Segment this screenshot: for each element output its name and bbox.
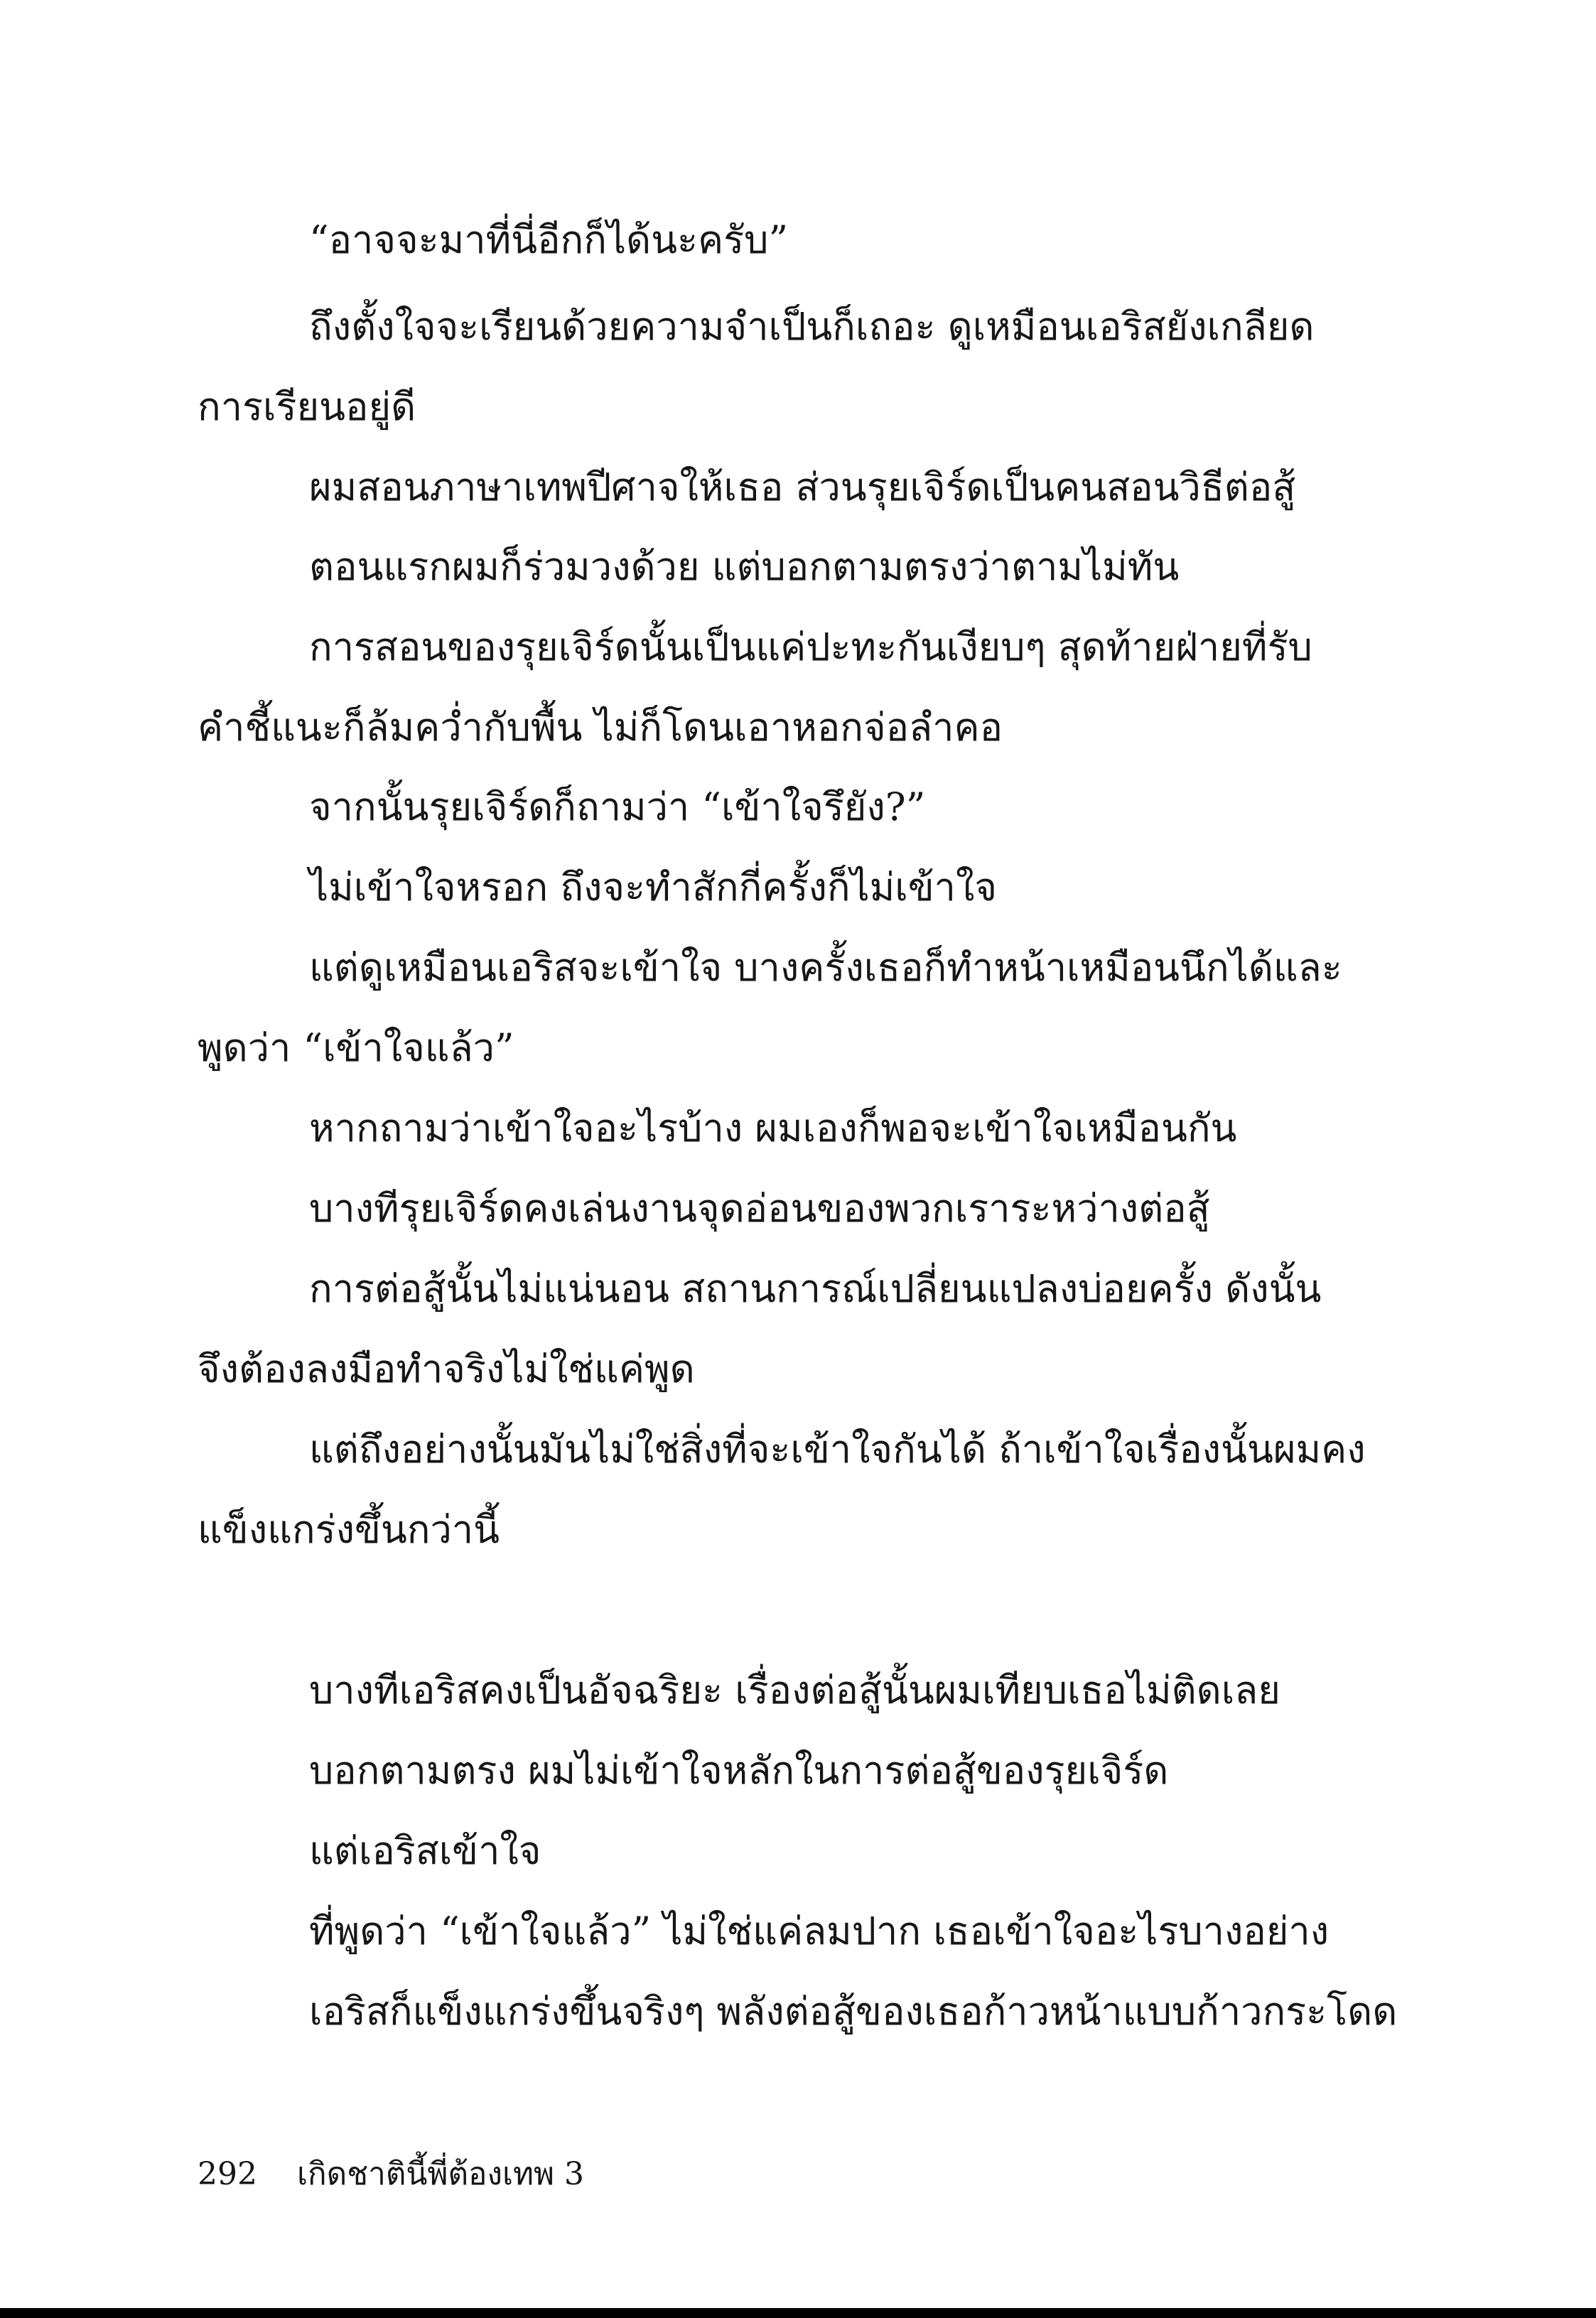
paragraph-line: การเรียนอยู่ดี [198, 384, 416, 429]
bottom-edge-bar [0, 2308, 1596, 2318]
paragraph-line: “อาจจะมาที่นี่อีกก็ได้นะครับ” [309, 217, 789, 262]
paragraph-line: บางทีรุยเจิร์ดคงเล่นงานจุดอ่อนของพวกเราระหว่างต่อสู้ [309, 1186, 1210, 1231]
paragraph-line: คำชี้แนะก็ล้มคว่ำกับพื้น ไม่ก็โดนเอาหอกจ่อลำคอ [198, 705, 1003, 750]
paragraph-line: แต่เอริสเข้าใจ [309, 1828, 541, 1873]
paragraph-line: ตอนแรกผมก็ร่วมวงด้วย แต่บอกตามตรงว่าตามไม่ทัน [309, 544, 1180, 589]
page-footer [198, 2153, 584, 2196]
book-title: เกิดชาตินี้พี่ต้องเทพ 3 [297, 2156, 584, 2192]
paragraph-line: การสอนของรุยเจิร์ดนั้นเป็นแค่ปะทะกันเงียบๆ สุดท้ายฝ่ายที่รับ [309, 625, 1312, 669]
paragraph-line: พูดว่า “เข้าใจแล้ว” [198, 1025, 514, 1070]
paragraph-line: ไม่เข้าใจหรอก ถึงจะทำสักกี่ครั้งก็ไม่เข้าใจ [309, 865, 997, 910]
paragraph-line: การต่อสู้นั้นไม่แน่นอน สถานการณ์เปลี่ยนแปลงบ่อยครั้ง ดังนั้น [309, 1266, 1322, 1311]
paragraph-line: ผมสอนภาษาเทพปีศาจให้เธอ ส่วนรุยเจิร์ดเป็นคนสอนวิธีต่อสู้ [309, 465, 1296, 510]
paragraph-line: แข็งแกร่งขึ้นกว่านี้ [198, 1507, 500, 1552]
paragraph-line: บอกตามตรง ผมไม่เข้าใจหลักในการต่อสู้ของรุยเจิร์ด [309, 1748, 1169, 1793]
paragraph-line: หากถามว่าเข้าใจอะไรบ้าง ผมเองก็พอจะเข้าใจเหมือนกัน [309, 1106, 1237, 1150]
paragraph-line: จึงต้องลงมือทำจริงไม่ใช่แค่พูด [198, 1347, 695, 1391]
paragraph-line: จากนั้นรุยเจิร์ดก็ถามว่า “เข้าใจรึยัง?” [309, 785, 926, 829]
paragraph-line: แต่ถึงอย่างนั้นมันไม่ใช่สิ่งที่จะเข้าใจกันได้ ถ้าเข้าใจเรื่องนั้นผมคง [309, 1427, 1366, 1472]
paragraph-line: เอริสก็แข็งแกร่งขึ้นจริงๆ พลังต่อสู้ของเธอก้าวหน้าแบบก้าวกระโดด [309, 1989, 1398, 2034]
paragraph-line: บางทีเอริสคงเป็นอัจฉริยะ เรื่องต่อสู้นั้นผมเทียบเธอไม่ติดเลย [309, 1668, 1280, 1713]
paragraph-line: แต่ดูเหมือนเอริสจะเข้าใจ บางครั้งเธอก็ทำหน้าเหมือนนึกได้และ [309, 945, 1342, 990]
page-number: 292 [198, 2156, 257, 2192]
paragraph-line: ถึงตั้งใจจะเรียนด้วยความจำเป็นก็เถอะ ดูเหมือนเอริสยังเกลียด [309, 304, 1315, 349]
paragraph-line: ที่พูดว่า “เข้าใจแล้ว” ไม่ใช่แค่ลมปาก เธอเข้าใจอะไรบางอย่าง [309, 1909, 1330, 1953]
